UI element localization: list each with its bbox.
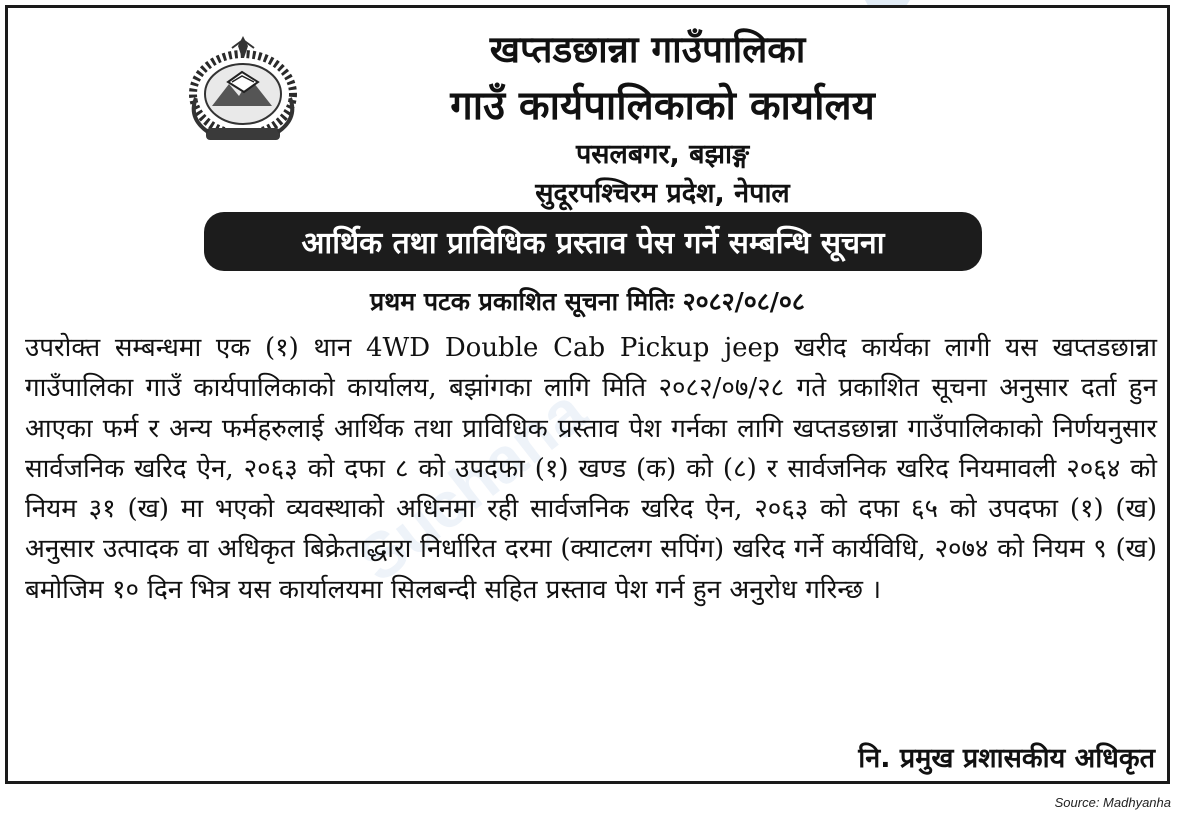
address-line-2: सुदूरपश्चिरम प्रदेश, नेपाल [535,178,790,209]
notice-body: उपरोक्त सम्बन्धमा एक (१) थान 4WD Double Cab Pickup jeep खरीद कार्यका लागी यस खप्तडछान्ना गाउँपालिका गाउँ कार्यपालिकाको कार्यालय, बझांगका लागि मिति २०८२/०७/२८ गते प्रकाशित सूचना अनुसार दर्ता हुन आएका फर्म र अन्य फर्महरुलाई आर्थिक तथा प्राविधिक प्रस्ताव पेश गर्नका लागि खप्तडछान्ना गाउँपालिकाको निर्णयनुसार सार्वजनिक खरिद ऐन, २०६३ को दफा ८ को उपदफा (१) खण्ड (क) को (८) र सार्वजनिक खरिद नियमावली २०६४ को नियम ३१ (ख) मा भएको व्यवस्थाको अधिनमा रही सार्वजनिक खरिद ऐन, २०६३ को दफा ६५ को उपदफा (१) (ख) अनुसार उत्पादक वा अधिकृत बिक्रेताद्धारा निर्धारित दरमा (क्याटलग सपिंग) खरिद गर्ने कार्यविधि, २०७४ को नियम ९ (ख) बमोजिम १० दिन भित्र यस कार्यालयमा सिलबन्दी सहित प्रस्ताव पेश गर्न हुन अनुरोध गरिन्छ । [25,333,1157,605]
notice-frame [5,5,1170,784]
address-line-1: पसलबगर, बझाङ्ग [575,139,750,170]
source-credit: Source: Madhyanha [1054,795,1171,810]
watermark: Suchana [344,374,599,596]
office-name: खप्तडछान्ना गाउँपालिका [489,28,806,71]
published-date: प्रथम पटक प्रकाशित सूचना मितिः २०८२/०८/०८ [370,287,805,316]
office-title: गाउँ कार्यपालिकाको कार्यालय [450,83,875,129]
notice-title-banner: आर्थिक तथा प्राविधिक प्रस्ताव पेस गर्ने सम्बन्धि सूचना [204,212,982,271]
signature: नि. प्रमुख प्रशासकीय अधिकृत [858,743,1155,774]
